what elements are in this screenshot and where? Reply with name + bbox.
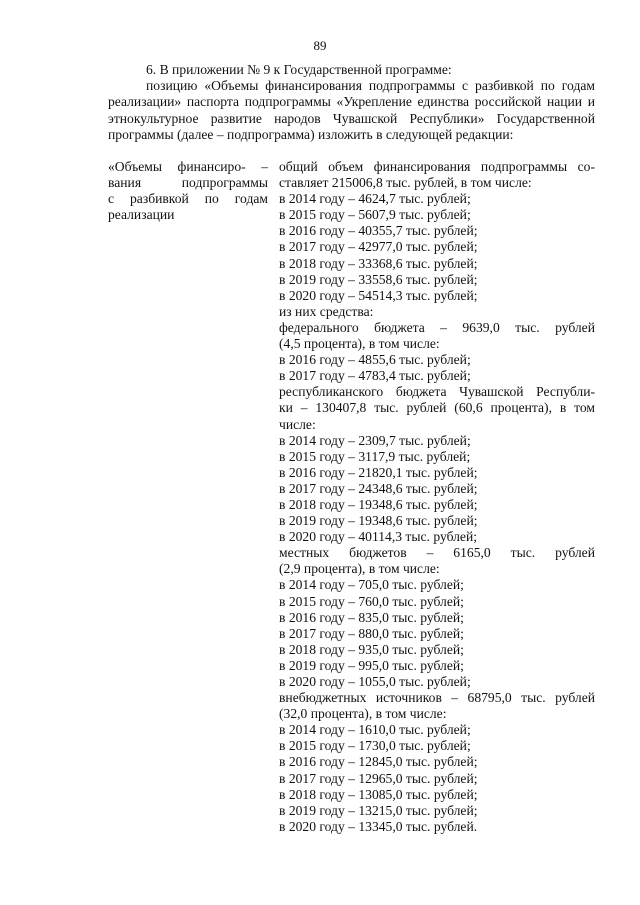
financing-line-19: в 2015 году – 3117,9 тыс. рублей;: [279, 448, 471, 464]
intro-section: [108, 62, 595, 143]
financing-line-22: в 2018 году – 19348,6 тыс. рублей;: [279, 496, 478, 512]
financing-line-33: в 2020 году – 1055,0 тыс. рублей;: [279, 674, 471, 689]
financing-line-36: в 2014 году – 1610,0 тыс. рублей;: [279, 722, 471, 738]
financing-line-21: в 2017 году – 24348,6 тыс. рублей;: [279, 480, 478, 496]
financing-line-4: в 2015 году – 5607,9 тыс. рублей;: [279, 207, 471, 223]
financing-line-13: в 2016 году – 4855,6 тыс. рублей;: [279, 352, 471, 368]
financing-line-11: федерального бюджета – 9639,0 тыс. рублей: [279, 319, 595, 335]
financing-line-18: в 2014 году – 2309,7 тыс. рублей;: [279, 432, 471, 448]
financing-line-37: в 2015 году – 1730,0 тыс. рублей;: [279, 738, 471, 754]
financing-line-28: в 2015 году – 760,0 тыс. рублей;: [279, 593, 464, 609]
financing-line-14: в 2017 году – 4783,4 тыс. рублей;: [279, 368, 471, 384]
financing-line-39: в 2017 году – 12965,0 тыс. рублей;: [279, 770, 478, 786]
financing-line-29: в 2016 году – 835,0 тыс. рублей;: [279, 609, 464, 625]
financing-line-7: в 2018 году – 33368,6 тыс. рублей;: [279, 255, 478, 271]
label-line-1: «Объемы финансиро- –: [108, 159, 268, 174]
financing-line-30: в 2017 году – 880,0 тыс. рублей;: [279, 625, 464, 641]
financing-line-25: местных бюджетов – 6165,0 тыс. рублей: [279, 545, 595, 561]
label-line-3: с разбивкой по годам: [108, 191, 268, 207]
label-line-4: реализации: [108, 207, 175, 223]
financing-line-16: ки – 130407,8 тыс. рублей (60,6 процента), в том: [279, 400, 595, 416]
financing-line-40: в 2018 году – 13085,0 тыс. рублей;: [279, 786, 478, 802]
financing-line-1: общий объем финансирования подпрограммы со-: [279, 159, 595, 174]
intro-paragraph-1: 6. В приложении № 9 к Государственной программе:: [146, 62, 452, 77]
financing-label-column: [108, 159, 268, 223]
financing-line-26: (2,9 процента), в том числе:: [279, 561, 440, 577]
financing-line-8: в 2019 году – 33558,6 тыс. рублей;: [279, 271, 478, 287]
financing-line-12: (4,5 процента), в том числе:: [279, 336, 440, 352]
financing-line-20: в 2016 году – 21820,1 тыс. рублей;: [279, 464, 478, 480]
financing-line-9: в 2020 году – 54514,3 тыс. рублей;: [279, 287, 478, 303]
financing-line-34: внебюджетных источников – 68795,0 тыс. рублей: [279, 690, 595, 706]
financing-line-2: ставляет 215006,8 тыс. рублей, в том числе:: [279, 175, 532, 191]
label-line-2: вания подпрограммы: [108, 175, 268, 191]
financing-content-column: [279, 159, 595, 835]
financing-line-17: числе:: [279, 416, 316, 432]
financing-line-35: (32,0 процента), в том числе:: [279, 706, 447, 722]
financing-line-32: в 2019 году – 995,0 тыс. рублей;: [279, 657, 464, 673]
financing-line-15: республиканского бюджета Чувашской Республи-: [279, 384, 595, 400]
intro-paragraph-2: позицию «Объемы финансирования подпрограммы с разбивкой по годам реализации» паспорта подпрограммы «Укрепление единства российской нации и этнокультурное развитие народов Чувашской Республики» Государственной программы (далее – подпрограмма) изложить в следующей редакции:: [108, 78, 595, 142]
financing-line-42: в 2020 году – 13345,0 тыс. рублей.: [279, 818, 478, 834]
page-number: 89: [313, 38, 327, 53]
financing-line-27: в 2014 году – 705,0 тыс. рублей;: [279, 577, 464, 593]
financing-line-5: в 2016 году – 40355,7 тыс. рублей;: [279, 223, 478, 239]
financing-line-23: в 2019 году – 19348,6 тыс. рублей;: [279, 513, 478, 529]
financing-line-3: в 2014 году – 4624,7 тыс. рублей;: [279, 191, 471, 207]
financing-line-10: из них средства:: [279, 303, 374, 319]
financing-line-31: в 2018 году – 935,0 тыс. рублей;: [279, 641, 464, 657]
financing-line-24: в 2020 году – 40114,3 тыс. рублей;: [279, 529, 478, 545]
financing-line-38: в 2016 году – 12845,0 тыс. рублей;: [279, 754, 478, 770]
financing-line-6: в 2017 году – 42977,0 тыс. рублей;: [279, 239, 478, 255]
financing-line-41: в 2019 году – 13215,0 тыс. рублей;: [279, 802, 478, 818]
